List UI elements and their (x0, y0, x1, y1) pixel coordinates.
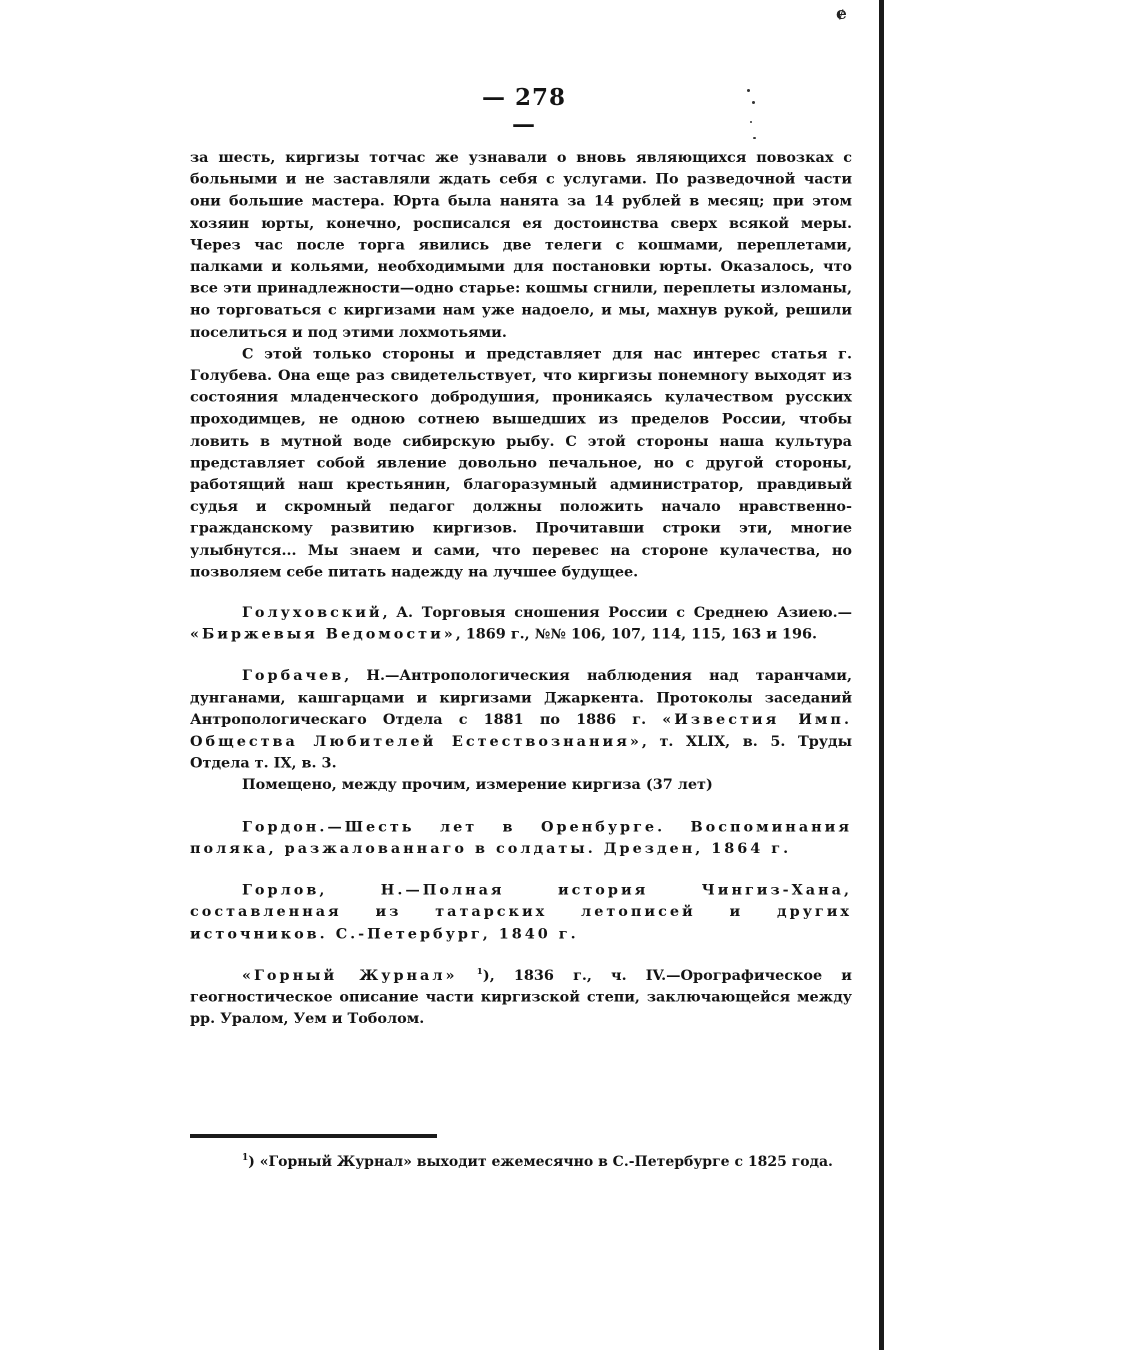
entry-title: , А. Торговыя сношения России с Среднею Азиею.— (382, 604, 852, 621)
spacer (190, 945, 852, 965)
entry-journal: «Биржевыя Ведомости» (190, 626, 456, 643)
scan-speck (752, 101, 755, 104)
bibliography-entry (190, 602, 852, 646)
page-edge-rule (879, 0, 884, 1350)
main-text (190, 147, 852, 1030)
entry-author: Горбачев (242, 668, 345, 685)
spacer (190, 583, 852, 602)
scan-speck (750, 121, 752, 123)
entry-title: , Н.—Антропологическия наблюдения над таранчами, дунганами, кашгарцами и киргизами Джаркента. Протоколы заседаний Антропологическаго Отдела с 1881 по 1886 г. (190, 668, 852, 728)
entry-journal: «Известия Имп. Общества Любителей Естествознания» (190, 711, 852, 750)
spacer (190, 646, 852, 666)
entry-author: Горлов (242, 882, 320, 899)
spacer (190, 796, 852, 816)
paragraph-commentary: С этой только стороны и представляет для нас интерес статья г. Голубева. Она еще раз свидетельствует, что киргизы понемногу выходят из состояния младенческого добродушия, проникаясь кулачеством русских проходимцев, не одною сотнею вышедших из пределов России, чтобы ловить в мутной воде сибирскую рыбу. С этой стороны наша культура представляет собой явление довольно печальное, но с другой стороны, работящий наш крестьянин, благоразумный администратор, правдивый судья и скромный педагог должны положить начало нравственно-гражданскому развитию киргизов. Прочитавши строки эти, многие улыбнутся... Мы знаем и сами, что перевес на стороне кулачества, но позволяем себе питать надежду на лучшее будущее. (190, 346, 852, 581)
bibliography-entry (190, 879, 852, 944)
footnote-marker: 1 (242, 1153, 249, 1163)
entry-title: , Н.—Полная история Чингиз-Хана, составленная из татарских летописей и других источников. С.-Петербург, 1840 г. (190, 882, 852, 942)
scan-speck (753, 137, 756, 139)
footnote-separator (190, 1134, 437, 1138)
entry-title: .—Шесть лет в Оренбурге. Воспоминания поляка, разжалованнаго в солдаты. Дрезден, 1864 г. (190, 818, 852, 857)
entry-note: Помещено, между прочим, измерение киргиза (37 лет) (242, 777, 713, 794)
entry-title: ), 1836 г., ч. IV.—Орографическое и геогностическое описание части киргизской степи, заключающейся между рр. Уралом, Уем и Тоболом. (190, 967, 852, 1027)
footnote-text: ) «Горный Журнал» выходит ежемесячно в С.-Петербурге с 1825 года. (248, 1154, 833, 1170)
entry-details: , т. XLIX, в. 5. Труды Отдела т. IX, в. 3. (190, 733, 852, 772)
entry-author: Гордон (242, 818, 320, 835)
entry-details: , 1869 г., №№ 106, 107, 114, 115, 163 и 196. (455, 626, 817, 643)
paragraph-continuation: за шесть, киргизы тотчас же узнавали о вновь являющихся повозках с больными и не заставляли ждать себя с услугами. По разведочной части они большие мастера. Юрта была нанята за 14 рублей в месяц; при этом хозяин юрты, конечно, росписался ея достоинства сверх всякой меры. Через час после торга явились две телеги с кошмами, переплетами, палками и кольями, необходимыми для постановки юрты. Оказалось, что все эти принадлежности—одно старье: кошмы сгнили, переплеты изломаны, но торговаться с киргизами нам уже надоело, и мы, махнув рукой, решили поселиться и под этими лохмотьями. (190, 149, 852, 341)
footnote-reference: 1 (476, 967, 483, 977)
scan-speck (747, 89, 750, 92)
entry-author: Голуховский (242, 604, 383, 621)
bibliography-entry (190, 665, 852, 774)
spacer (190, 860, 852, 880)
page-number: — 278 — (481, 84, 567, 138)
footnote (190, 1153, 852, 1172)
bibliography-entry (190, 965, 852, 1030)
corner-mark: ɇ (836, 4, 847, 24)
entry-author: «Горный Журнал» (242, 967, 458, 984)
bibliography-entry (190, 816, 852, 860)
